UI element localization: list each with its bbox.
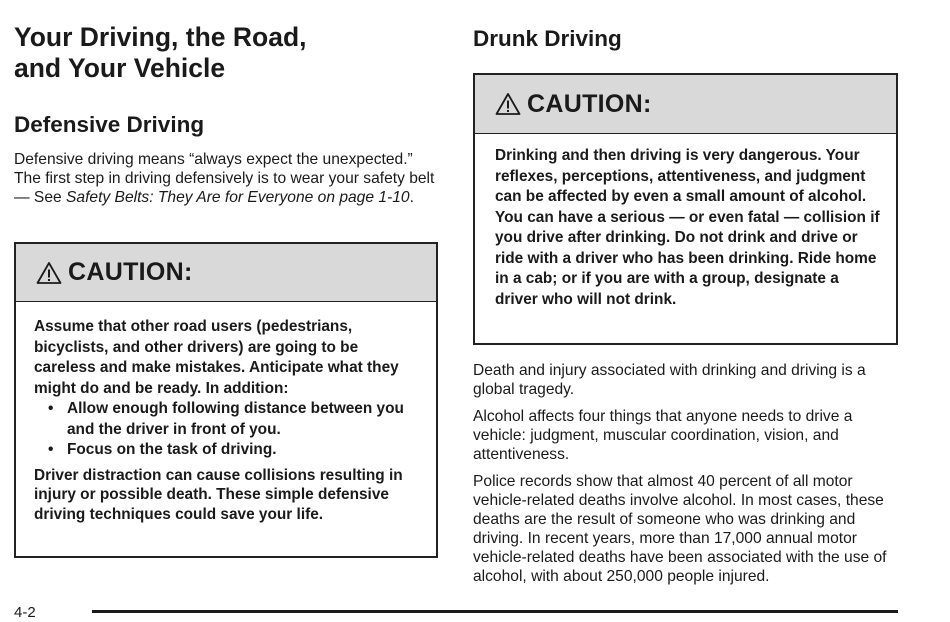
warning-triangle-icon — [36, 261, 62, 285]
caution-body-drunk-driving — [475, 134, 896, 310]
intro-text: Defensive driving means “always expect the unexpected.” The first step in driving defensively is to wear your safety belt — See — [14, 151, 435, 206]
caution-bullet-following-distance: • Allow enough following distance between you and the driver in front of you. — [48, 399, 418, 440]
page-title-line2: and Your Vehicle — [14, 53, 226, 83]
caution-title-defensive: CAUTION: — [68, 258, 193, 286]
intro-cross-reference: Safety Belts: They Are for Everyone on page 1-10 — [66, 189, 410, 206]
page-title — [14, 22, 434, 84]
intro-paragraph — [14, 150, 439, 207]
caution-paragraph-drunk-driving: Drinking and then driving is very dangerous. Your reflexes, perceptions, attentiveness, and judgment can be affected by even a small amount of alcohol. You can have a serious — or even fatal — collision if you drive after drinking. Do not drink and drive or ride with a driver who has been drinking. Ride home in a cab; or if you are with a group, designate a driver who will not drink. — [495, 147, 880, 308]
page-number: 4-2 — [14, 604, 36, 621]
footer-rule — [92, 610, 898, 613]
caution-paragraph-1: Assume that other road users (pedestrians, bicyclists, and other drivers) are going to be careless and make mistakes. Anticipate what they might do and be ready. In addition: — [34, 318, 399, 397]
section-heading-drunk-driving: Drunk Driving — [473, 26, 622, 51]
paragraph-global-tragedy: Death and injury associated with drinking and driving is a global tragedy. — [473, 362, 866, 398]
paragraph-police-records: Police records show that almost 40 percent of all motor vehicle-related deaths involve alcohol. In most cases, these deaths are the result of someone who was drinking and driving. In recent years, more than 17,000 annual motor vehicle-related deaths have been associated with the use of alcohol, with about 250,000 people injured. — [473, 473, 887, 585]
caution-body-defensive — [16, 302, 436, 524]
intro-end: . — [409, 189, 414, 206]
caution-header-defensive — [16, 244, 436, 302]
paragraph-alcohol-effects: Alcohol affects four things that anyone needs to drive a vehicle: judgment, muscular coordination, vision, and attentiveness. — [473, 408, 853, 463]
warning-triangle-icon — [495, 92, 521, 116]
caution-box-defensive — [14, 242, 438, 558]
caution-bullet-list — [34, 399, 418, 461]
section-heading-defensive-driving: Defensive Driving — [14, 112, 205, 137]
caution-box-drunk-driving — [473, 73, 898, 345]
caution-header-drunk-driving — [475, 75, 896, 134]
page-title-line1: Your Driving, the Road, — [14, 22, 307, 52]
caution-paragraph-2: Driver distraction can cause collisions resulting in injury or possible death. These simple defensive driving techniques could save your life. — [34, 466, 403, 523]
caution-title-drunk-driving: CAUTION: — [527, 89, 652, 118]
caution-bullet-focus: • Focus on the task of driving. — [48, 440, 418, 461]
